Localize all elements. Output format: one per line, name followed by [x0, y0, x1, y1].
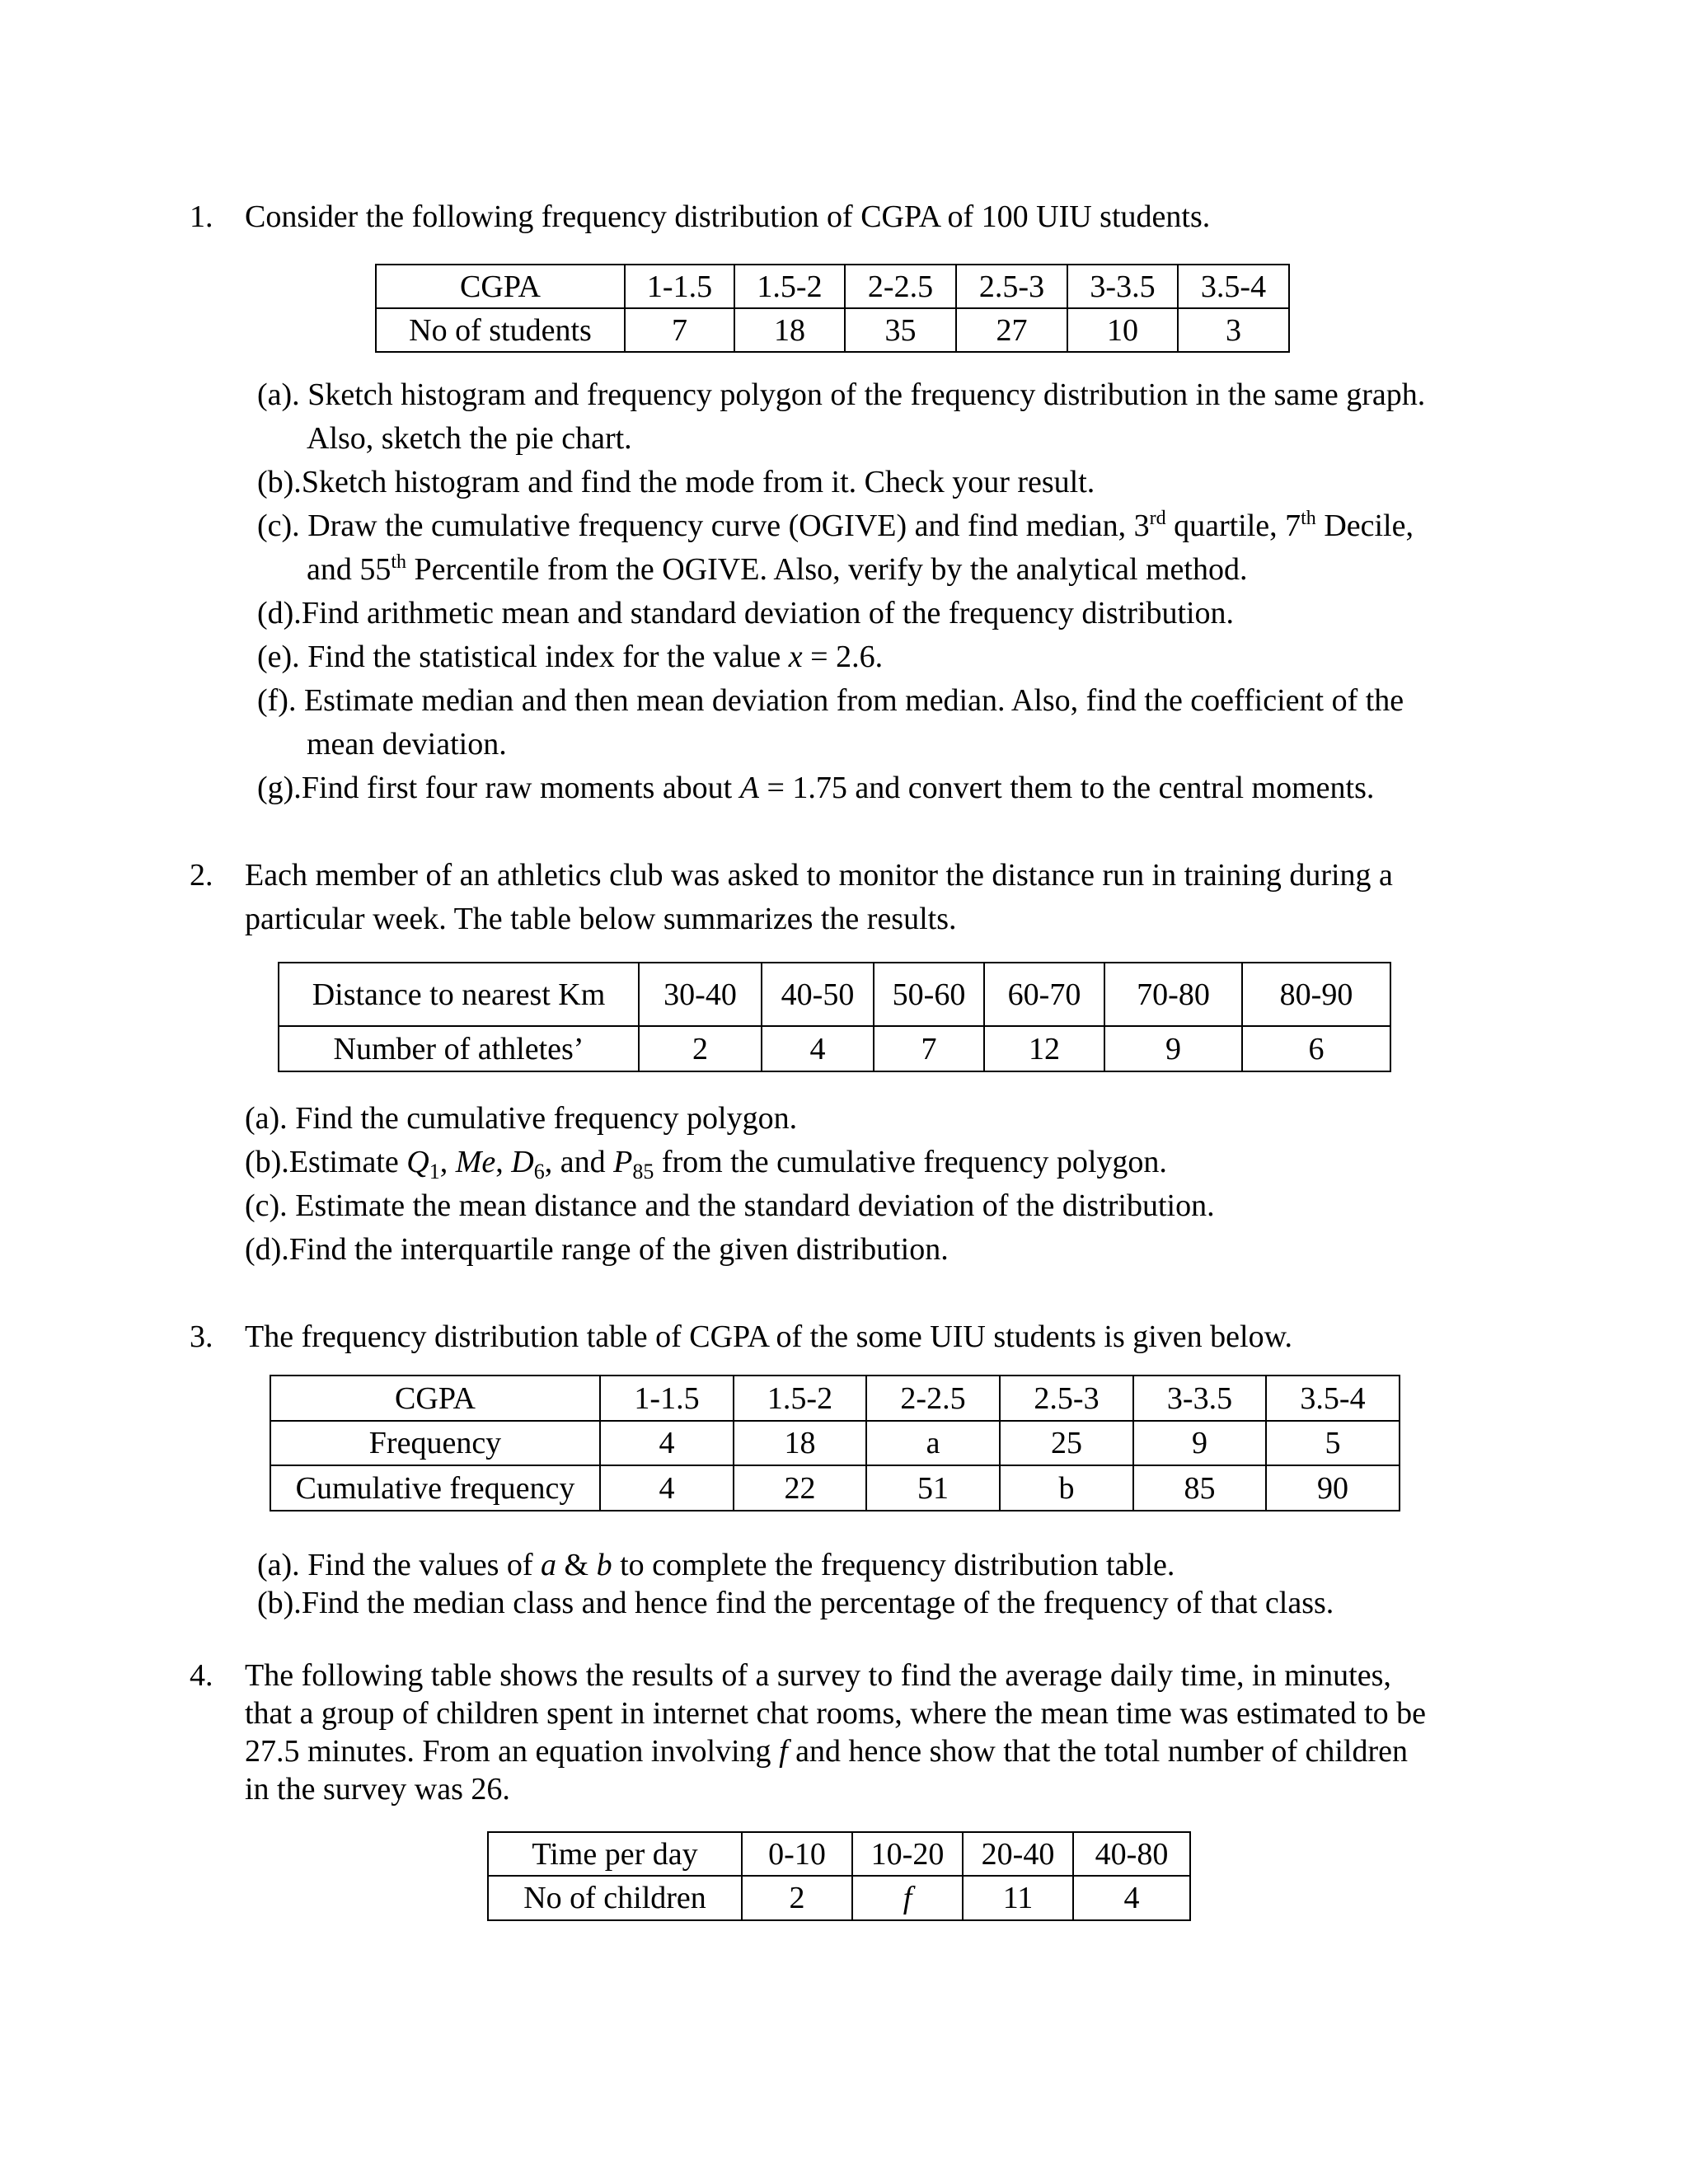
table-cell: 10-20	[852, 1832, 963, 1876]
table-cell: 40-80	[1073, 1832, 1190, 1876]
table-cell: 2.5-3	[956, 265, 1067, 308]
table-cell: 2.5-3	[1000, 1376, 1133, 1421]
item-label: (b).	[257, 1586, 302, 1620]
item-text: Estimate median and then mean deviation from median. Also, find the coefficient of the	[303, 683, 1404, 718]
q4-text-line4: in the survey was 26.	[245, 1772, 510, 1807]
table-cell: 0-10	[742, 1832, 852, 1876]
item-text: and hence show that the total number of children	[787, 1734, 1408, 1769]
q1-item-c	[257, 510, 1414, 541]
table-cell: 4	[1073, 1876, 1190, 1920]
item-text: ,	[495, 1145, 512, 1179]
math-variable: f	[779, 1734, 788, 1769]
q1-item-d	[257, 598, 1234, 629]
q1-item-e	[257, 641, 883, 673]
subscript: 1	[429, 1160, 440, 1183]
q1-item-a	[257, 379, 1425, 410]
table-cell: b	[1000, 1465, 1133, 1511]
q1-table-row-students	[376, 308, 1289, 352]
table-cell: 7	[625, 308, 734, 352]
item-text: to complete the frequency distribution table.	[612, 1548, 1175, 1582]
item-text: Find the values of	[307, 1548, 542, 1582]
table-cell: 18	[734, 308, 845, 352]
q3-table	[270, 1375, 1400, 1511]
superscript: th	[391, 551, 407, 573]
q1-table	[375, 264, 1290, 353]
q2-item-c	[245, 1190, 1215, 1221]
q4-table-row-children	[488, 1876, 1190, 1920]
table-cell: 2	[639, 1026, 762, 1071]
item-label: (b).	[257, 465, 302, 499]
table-header-cell: Number of athletes’	[279, 1026, 639, 1071]
table-cell: 35	[845, 308, 956, 352]
q1-text: Consider the following frequency distribution of CGPA of 100 UIU students.	[245, 199, 1211, 234]
table-cell: 9	[1104, 1026, 1242, 1071]
item-text: from the cumulative frequency polygon.	[654, 1145, 1167, 1179]
q1-table-row-cgpa	[376, 265, 1289, 308]
table-cell: 90	[1266, 1465, 1400, 1511]
table-header-cell: Distance to nearest Km	[279, 963, 639, 1026]
table-cell: 3	[1178, 308, 1289, 352]
table-cell: 20-40	[963, 1832, 1073, 1876]
item-text: Estimate	[288, 1145, 407, 1179]
item-label: (g).	[257, 771, 302, 805]
q2-item-b	[245, 1145, 1167, 1183]
table-header-cell: CGPA	[376, 265, 625, 308]
q4-table-row-time	[488, 1832, 1190, 1876]
item-text: Draw the cumulative frequency curve (OGIVE) and find median, 3	[307, 509, 1150, 543]
math-variable: b	[596, 1548, 612, 1582]
table-cell: 51	[866, 1465, 1000, 1511]
q1-item-b	[257, 466, 1095, 498]
table-header-cell: CGPA	[270, 1376, 600, 1421]
q4-text-line2: that a group of children spent in internet chat rooms, where the mean time was estimated to be	[245, 1696, 1426, 1731]
q2-table-row-athletes	[279, 1026, 1390, 1071]
q1-item-g	[257, 772, 1374, 804]
item-label: (d).	[245, 1232, 289, 1267]
item-text: = 2.6.	[802, 640, 884, 674]
table-cell: 60-70	[984, 963, 1104, 1026]
math-variable: x	[788, 640, 803, 674]
item-text: 27.5 minutes. From an equation involving	[245, 1734, 780, 1769]
table-cell: 2-2.5	[845, 265, 956, 308]
item-text: Find the interquartile range of the given distribution.	[288, 1232, 949, 1267]
table-cell: 85	[1133, 1465, 1266, 1511]
table-cell: 70-80	[1104, 963, 1242, 1026]
math-variable: Q	[406, 1145, 429, 1179]
q2-table-row-distance	[279, 963, 1390, 1026]
table-cell: 4	[600, 1465, 734, 1511]
math-variable: P	[613, 1145, 633, 1179]
table-cell: 4	[762, 1026, 874, 1071]
item-label: (f).	[257, 683, 297, 718]
q3-number: 3.	[190, 1319, 213, 1354]
table-cell: a	[866, 1421, 1000, 1465]
q2-item-d	[245, 1234, 949, 1265]
item-label: (a).	[257, 377, 300, 412]
superscript: th	[1301, 508, 1316, 529]
table-header-cell: Cumulative frequency	[270, 1465, 600, 1511]
table-cell: 1-1.5	[625, 265, 734, 308]
q2-text-line2: particular week. The table below summarizes the results.	[245, 902, 957, 936]
table-cell: 4	[600, 1421, 734, 1465]
table-cell: 6	[1242, 1026, 1390, 1071]
item-text: Find first four raw moments about	[301, 771, 740, 805]
q1-item-c-cont	[307, 551, 1248, 587]
q3-table-row-cumulative	[270, 1465, 1400, 1511]
item-text: Estimate the mean distance and the standard deviation of the distribution.	[295, 1188, 1215, 1223]
item-text: ,	[439, 1145, 456, 1179]
q2-number: 2.	[190, 858, 213, 893]
q4-text-line1: The following table shows the results of a survey to find the average daily time, in minutes,	[245, 1658, 1391, 1693]
item-label: (c).	[245, 1188, 288, 1223]
table-cell: 2	[742, 1876, 852, 1920]
item-label: (b).	[245, 1145, 289, 1179]
item-text: Find arithmetic mean and standard deviation of the frequency distribution.	[301, 596, 1235, 630]
table-cell: 3-3.5	[1067, 265, 1178, 308]
item-text: Find the cumulative frequency polygon.	[295, 1101, 798, 1136]
q3-table-row-cgpa	[270, 1376, 1400, 1421]
q2-item-a	[245, 1103, 797, 1134]
table-cell: 7	[874, 1026, 984, 1071]
table-header-cell: No of students	[376, 308, 625, 352]
math-variable: A	[739, 771, 759, 805]
q3-table-row-frequency	[270, 1421, 1400, 1465]
table-cell: 27	[956, 308, 1067, 352]
table-cell: 12	[984, 1026, 1104, 1071]
table-header-cell: No of children	[488, 1876, 742, 1920]
table-cell: 3.5-4	[1178, 265, 1289, 308]
table-cell: 30-40	[639, 963, 762, 1026]
math-variable: Me	[455, 1145, 496, 1179]
table-cell: 2-2.5	[866, 1376, 1000, 1421]
table-cell: 25	[1000, 1421, 1133, 1465]
math-variable: a	[541, 1548, 557, 1582]
q1-item-f	[257, 685, 1404, 716]
item-text: Decile,	[1315, 509, 1414, 543]
table-cell: 3.5-4	[1266, 1376, 1400, 1421]
table-header-cell: Time per day	[488, 1832, 742, 1876]
subscript: 6	[533, 1160, 545, 1183]
table-header-cell: Frequency	[270, 1421, 600, 1465]
item-text: quartile, 7	[1165, 509, 1301, 543]
table-cell: 18	[734, 1421, 866, 1465]
item-label: (e).	[257, 640, 300, 674]
q1-number: 1.	[190, 199, 213, 234]
item-text: &	[556, 1548, 597, 1582]
q4-table	[487, 1831, 1191, 1921]
q4-text-line3	[245, 1736, 1408, 1767]
item-text: Percentile from the OGIVE. Also, verify by the analytical method.	[406, 552, 1248, 587]
table-cell: 40-50	[762, 963, 874, 1026]
q3-text: The frequency distribution table of CGPA of the some UIU students is given below.	[245, 1319, 1293, 1354]
item-text: Find the statistical index for the value	[307, 640, 789, 674]
table-cell: 80-90	[1242, 963, 1390, 1026]
item-text: and 55	[307, 552, 392, 587]
table-cell: 22	[734, 1465, 866, 1511]
item-text: Sketch histogram and find the mode from it. Check your result.	[301, 465, 1095, 499]
table-cell: 11	[963, 1876, 1073, 1920]
item-label: (d).	[257, 596, 302, 630]
q1-item-a-cont: Also, sketch the pie chart.	[307, 421, 632, 456]
table-cell: 10	[1067, 308, 1178, 352]
item-text: = 1.75 and convert them to the central moments.	[758, 771, 1375, 805]
q2-table	[278, 962, 1391, 1072]
q4-number: 4.	[190, 1658, 213, 1693]
table-cell: 1.5-2	[734, 265, 845, 308]
table-cell: 50-60	[874, 963, 984, 1026]
q1-item-f-cont: mean deviation.	[307, 727, 507, 762]
table-cell: f	[852, 1876, 963, 1920]
math-variable: D	[511, 1145, 534, 1179]
item-text: Find the median class and hence find the percentage of the frequency of that class.	[301, 1586, 1334, 1620]
item-label: (a).	[257, 1548, 300, 1582]
item-label: (a).	[245, 1101, 288, 1136]
table-cell: 1-1.5	[600, 1376, 734, 1421]
q3-item-a	[257, 1549, 1175, 1581]
table-cell: 3-3.5	[1133, 1376, 1266, 1421]
item-text: , and	[544, 1145, 614, 1179]
subscript: 85	[632, 1160, 654, 1183]
superscript: rd	[1149, 508, 1166, 529]
table-cell: 1.5-2	[734, 1376, 866, 1421]
table-cell: 9	[1133, 1421, 1266, 1465]
table-cell: 5	[1266, 1421, 1400, 1465]
item-text: Sketch histogram and frequency polygon of the frequency distribution in the same graph.	[307, 377, 1426, 412]
item-label: (c).	[257, 509, 300, 543]
q3-item-b	[257, 1587, 1334, 1619]
q2-text-line1: Each member of an athletics club was asked to monitor the distance run in training during a	[245, 858, 1393, 893]
